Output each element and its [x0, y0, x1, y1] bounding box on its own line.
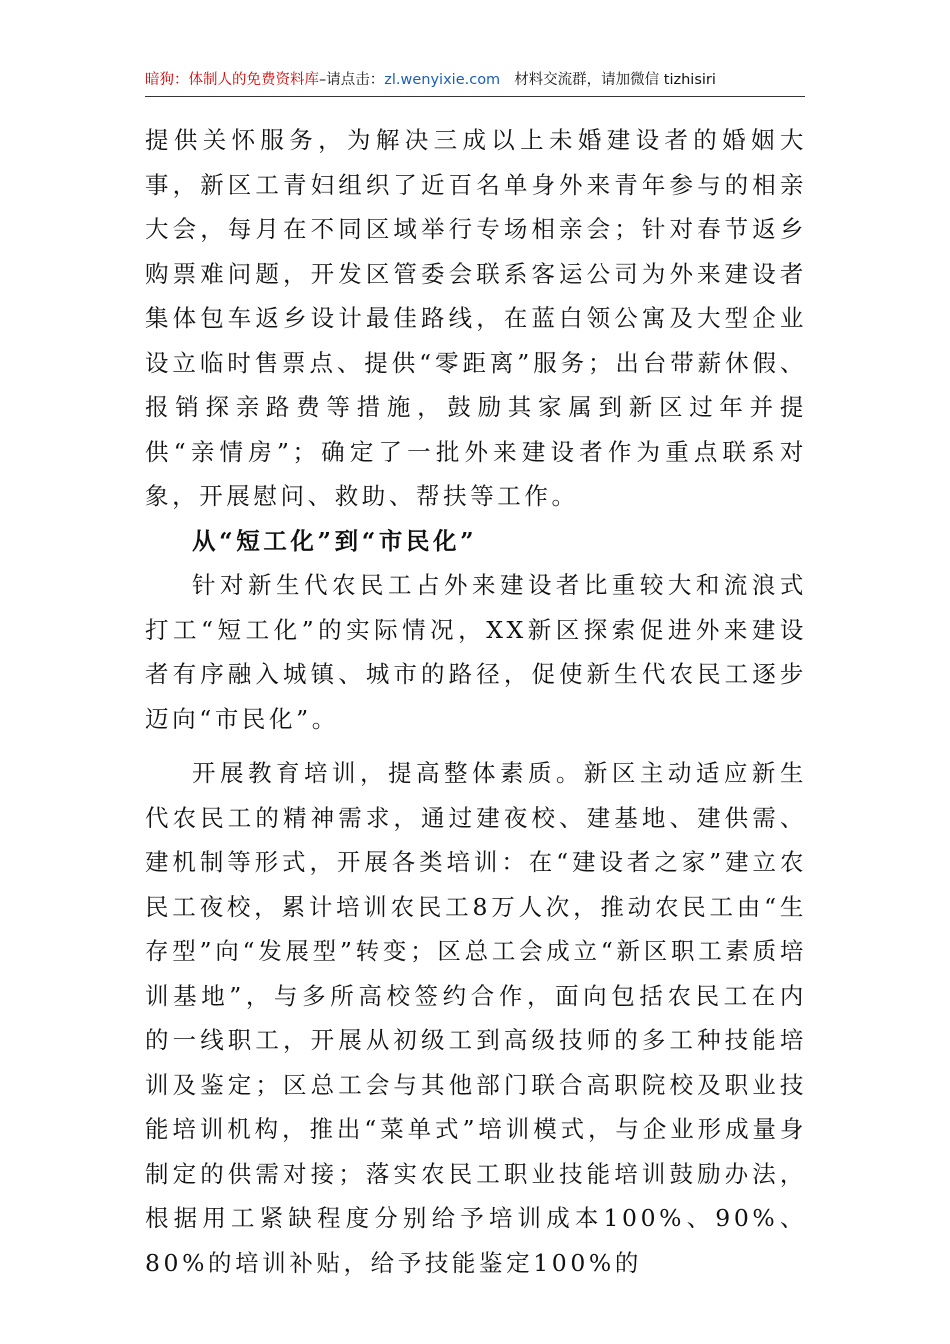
- page-header: [145, 66, 805, 97]
- header-url-link[interactable]: zl.wenyixie.com: [384, 72, 501, 88]
- header-contact-note: 材料交流群，请加微信 tizhisiri: [514, 72, 716, 88]
- paragraph-training: 开展教育培训，提高整体素质。新区主动适应新生代农民工的精神需求，通过建夜校、建基地、建供需、建机制等形式，开展各类培训：在“建设者之家”建立农民工夜校，累计培训农民工8万人次，推动农民工由“生存型”向“发展型”转变；区总工会成立“新区职工素质培训基地”，与多所高校签约合作，面向包括农民工在内的一线职工，开展从初级工到高级技师的多工种技能培训及鉴定；区总工会与其他部门联合高职院校及职业技能培训机构，推出“菜单式”培训模式，与企业形成量身制定的供需对接；落实农民工职业技能培训鼓励办法，根据用工紧缺程度分别给予培训成本100%、90%、80%的培训补贴，给予技能鉴定100%的: [145, 759, 807, 1277]
- header-site-name: 暗狗：体制人的免费资料库: [145, 72, 319, 88]
- header-click-prompt: –请点击：: [319, 72, 385, 88]
- document-body: [145, 118, 807, 1285]
- section-heading: 从“短工化”到“市民化”: [192, 526, 478, 555]
- paragraph-care-services: 提供关怀服务，为解决三成以上未婚建设者的婚姻大事，新区工青妇组织了近百名单身外来青年参与的相亲大会，每月在不同区域举行专场相亲会；针对春节返乡购票难问题，开发区管委会联系客运公司为外来建设者集体包车返乡设计最佳路线，在蓝白领公寓及大型企业设立临时售票点、提供“零距离”服务；出台带薪休假、报销探亲路费等措施，鼓励其家属到新区过年并提供“亲情房”；确定了一批外来建设者作为重点联系对象，开展慰问、救助、帮扶等工作。: [145, 126, 807, 510]
- paragraph-intro: 针对新生代农民工占外来建设者比重较大和流浪式打工“短工化”的实际情况，XX新区探索促进外来建设者有序融入城镇、城市的路径，促使新生代农民工逐步迈向“市民化”。: [145, 571, 807, 733]
